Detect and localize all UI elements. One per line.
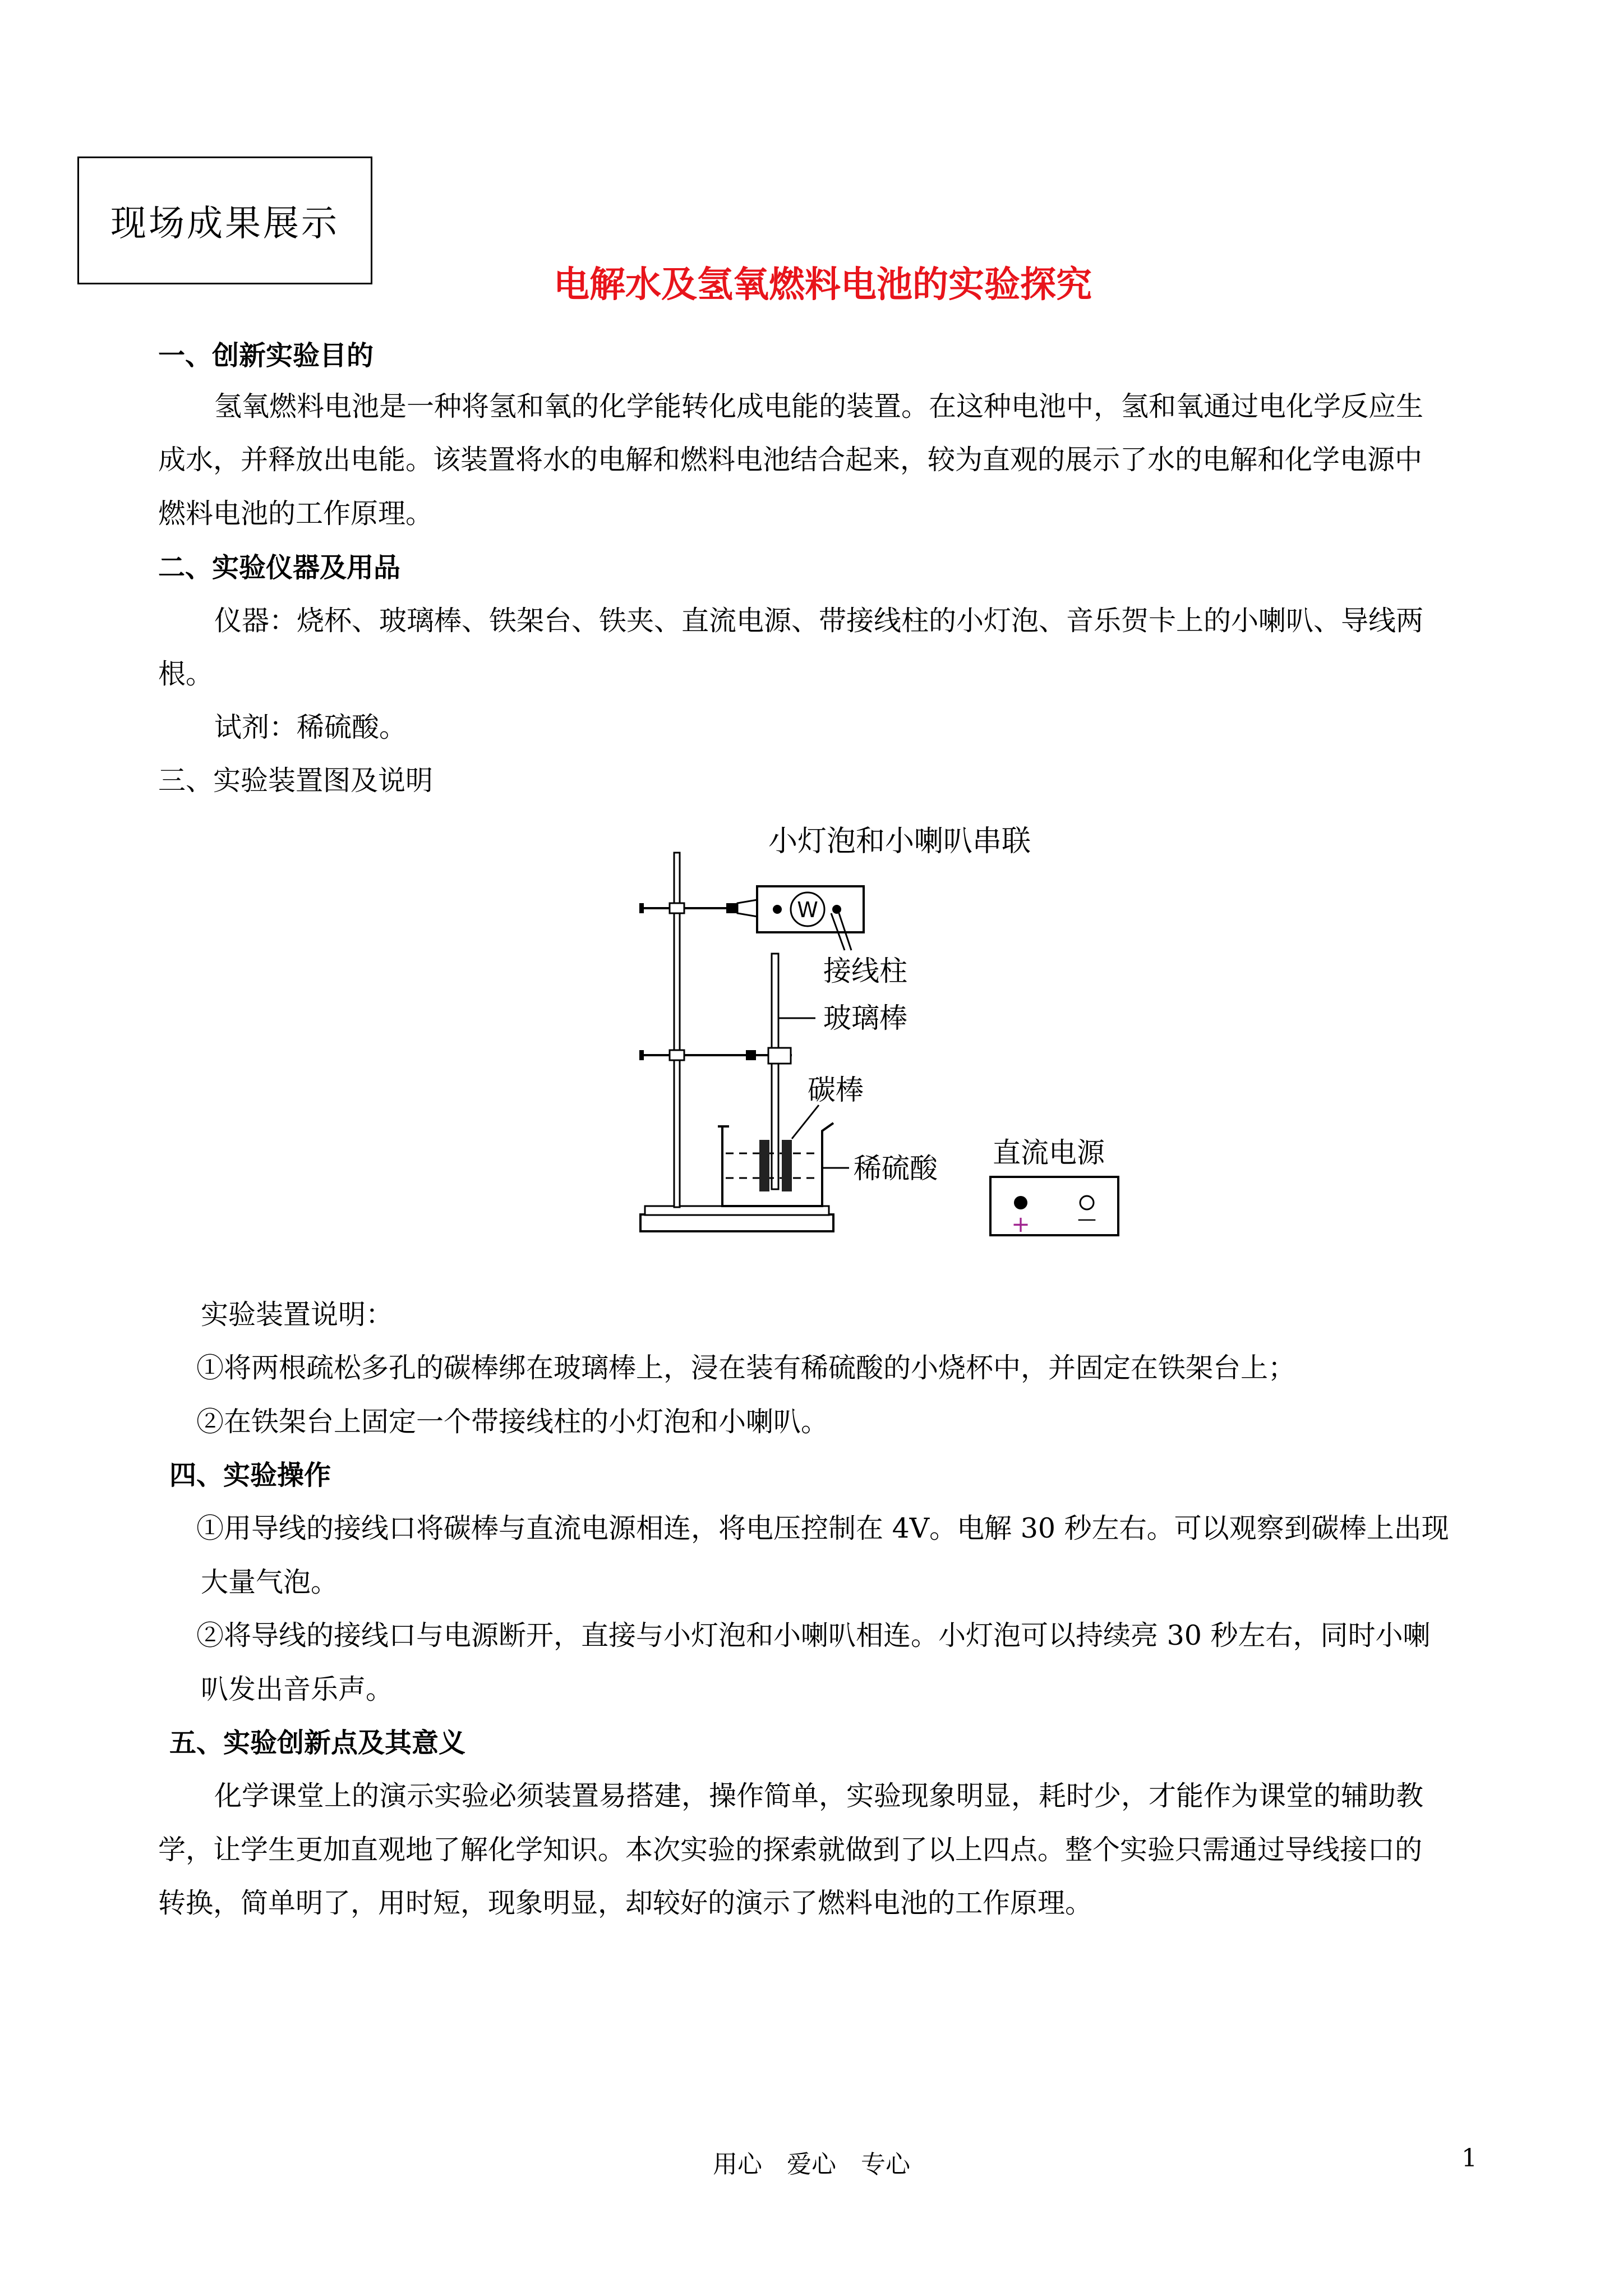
apparatus-desc-title: 实验装置说明： [201,1299,394,1331]
apparatus-desc-2: ②在铁架台上固定一个带接线柱的小灯泡和小喇叭。 [196,1406,829,1438]
purpose-line-2: 成水，并释放出电能。该装置将水的电解和燃料电池结合起来，较为直观的展示了水的电解和化学电源中 [158,444,1423,476]
reagent-line: 试剂：稀硫酸。 [214,711,407,743]
label-carbon: 碳棒 [808,1074,864,1106]
operation-line-1: ①用导线的接线口将碳棒与直流电源相连，将电压控制在 4V。电解 30 秒左右。可以观察到碳棒上出现 [196,1512,1449,1544]
power-terminal-positive [1014,1196,1027,1209]
heading-innovation: 五、实验创新点及其意义 [169,1727,466,1759]
label-power: 直流电源 [993,1137,1105,1169]
document-title: 电解水及氢氧燃料电池的实验探究 [554,264,1092,306]
heading-purpose: 一、创新实验目的 [158,340,374,371]
operation-line-2: 大量气泡。 [201,1566,339,1598]
plus-sign: + [1011,1212,1030,1237]
heading-operation: 四、实验操作 [169,1460,331,1491]
apparatus-diagram [634,819,1138,1268]
minus-sign: — [1077,1208,1096,1230]
purpose-line-3: 燃料电池的工作原理。 [158,498,434,530]
operation-line-3: ②将导线的接线口与电源断开，直接与小灯泡和小喇叭相连。小灯泡可以持续亮 30 秒左右，同时小喇 [196,1619,1431,1651]
innovation-line-1: 化学课堂上的演示实验必须装置易搭建，操作简单，实验现象明显，耗时少，才能作为课堂的辅助教 [214,1780,1424,1812]
stand-base [640,1214,833,1231]
heading-instruments: 二、实验仪器及用品 [158,552,401,583]
label-bulb-speaker: 小灯泡和小喇叭串联 [768,825,1031,858]
upper-clamp [639,899,764,918]
footer-motto: 用心 爱心 专心 [713,2150,910,2179]
terminal-right [832,905,841,914]
label-glass-rod: 玻璃棒 [823,1002,907,1034]
purpose-line-1: 氢氧燃料电池是一种将氢和氧的化学能转化成电能的装置。在这种电池中，氢和氧通过电化学反应生 [214,390,1424,422]
section-stamp-box: 现场成果展示 [77,157,372,284]
bulb-symbol: W [797,898,818,922]
dc-power-box [990,1177,1118,1235]
carbon-rod-left [759,1140,769,1191]
innovation-line-3: 转换，简单明了，用时短，现象明显，却较好的演示了燃料电池的工作原理。 [158,1887,1093,1919]
instruments-line-2: 根。 [158,658,214,690]
innovation-line-2: 学，让学生更加直观地了解化学知识。本次实验的探索就做到了以上四点。整个实验只需通过导线接口的 [158,1834,1423,1866]
label-acid: 稀硫酸 [854,1152,938,1185]
page-number: 1 [1461,2144,1477,2173]
instruments-line-1: 仪器：烧杯、玻璃棒、铁架台、铁夹、直流电源、带接线柱的小灯泡、音乐贺卡上的小喇叭、导线两 [214,605,1424,637]
apparatus-desc-1: ①将两根疏松多孔的碳棒绑在玻璃棒上，浸在装有稀硫酸的小烧杯中，并固定在铁架台上； [196,1352,1296,1384]
terminal-left [773,905,782,914]
heading-apparatus: 三、实验装置图及说明 [158,765,434,797]
operation-line-4: 叭发出音乐声。 [201,1673,394,1705]
label-terminal: 接线柱 [823,955,907,987]
lower-clamp [639,1048,792,1064]
carbon-rod-right [782,1140,792,1191]
